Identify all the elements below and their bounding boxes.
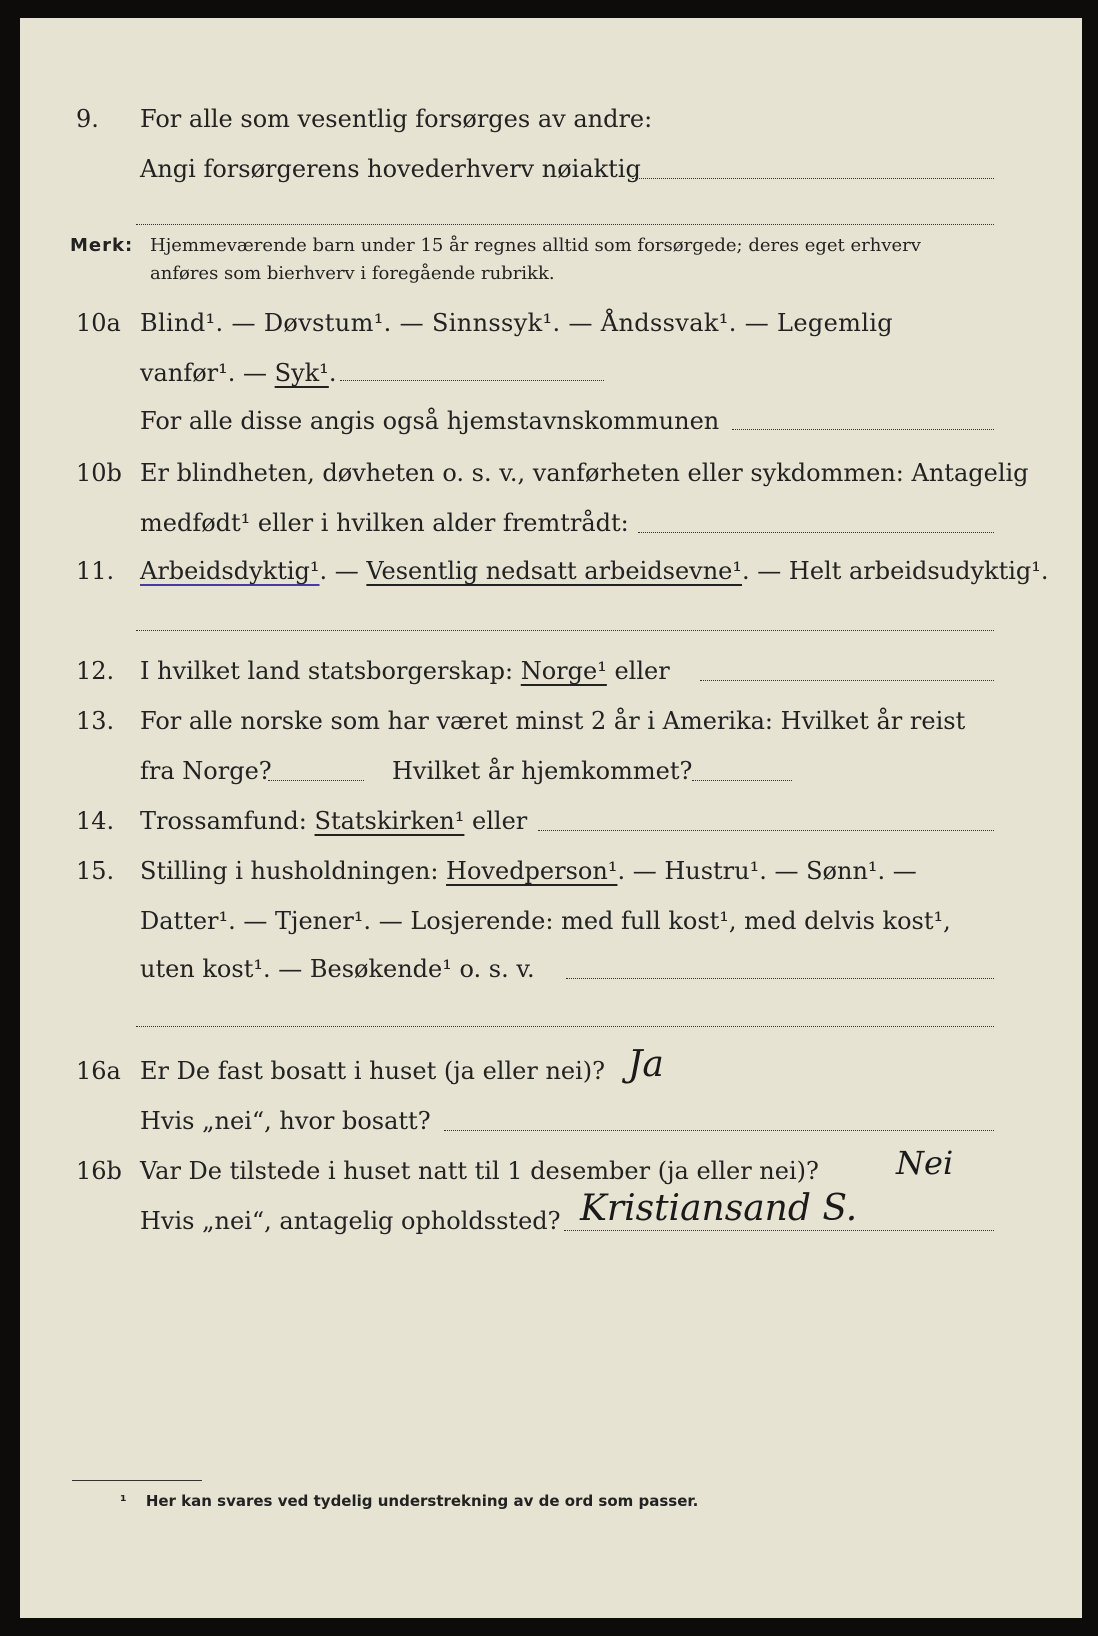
q16b-handwritten-answer-1[interactable]: Nei — [896, 1144, 954, 1182]
footnote-rule — [72, 1480, 202, 1481]
q10a-text-1: Blind¹. — Døvstum¹. — Sinnssyk¹. — Åndssvak¹. — Legemlig — [140, 309, 894, 337]
q12-answer-line[interactable] — [700, 680, 994, 681]
q11-helt: . — Helt arbeidsudyktig¹. — [742, 557, 1049, 585]
merk-note — [70, 232, 921, 260]
q13-hjemkommet-line[interactable] — [692, 780, 792, 781]
q11-answer-line[interactable] — [136, 630, 994, 631]
q10b-text-1: Er blindheten, døvheten o. s. v., vanførheten eller sykdommen: Antagelig — [140, 459, 1029, 487]
q16b-handwritten-answer-2[interactable]: Kristiansand S. — [580, 1188, 858, 1229]
q13-reist-line[interactable] — [268, 780, 364, 781]
footnote — [120, 1492, 698, 1510]
q15-answer-line-2[interactable] — [136, 1026, 994, 1027]
q11-number: 11. — [76, 557, 115, 585]
q14-number: 14. — [76, 807, 115, 835]
q9-answer-line-2[interactable] — [136, 224, 994, 225]
footnote-mark: ¹ — [120, 1492, 127, 1510]
merk-text-1: Hjemmeværende barn under 15 år regnes alltid som forsørgede; deres eget erhverv — [150, 235, 921, 256]
q9-answer-line-1[interactable] — [632, 178, 994, 179]
q13-hjemkommet: Hvilket år hjemkommet? — [392, 757, 693, 785]
q15-text-3: uten kost¹. — Besøkende¹ o. s. v. — [140, 955, 535, 983]
q9-text-2: Angi forsørgerens hovederhverv nøiaktig — [140, 155, 641, 183]
q10a-text-2 — [140, 358, 336, 388]
q15-text-1 — [140, 856, 917, 886]
q14-question: Trossamfund: — [140, 807, 315, 835]
q10a-hjemstavn-line[interactable] — [732, 429, 994, 430]
q16b-number: 16b — [76, 1157, 122, 1185]
q15-hovedperson-underlined: Hovedperson¹ — [446, 857, 618, 885]
census-form-page — [20, 18, 1082, 1618]
q10a-answer-line[interactable] — [340, 380, 604, 381]
q14-eller: eller — [464, 807, 528, 835]
q12-eller: eller — [606, 657, 670, 685]
q15-answer-line-1[interactable] — [566, 978, 994, 979]
q16a-text-2: Hvis „nei“, hvor bosatt? — [140, 1107, 431, 1135]
q14-answer-line[interactable] — [538, 830, 994, 831]
q16a-handwritten-answer[interactable]: Ja — [628, 1044, 664, 1085]
q11-sep: . — — [319, 557, 367, 585]
q10a-number: 10a — [76, 309, 121, 337]
q15-text-2: Datter¹. — Tjener¹. — Losjerende: med full kost¹, med delvis kost¹, — [140, 907, 951, 935]
q16a-number: 16a — [76, 1057, 121, 1085]
q16a-answer-line[interactable] — [444, 1130, 994, 1131]
q12-text — [140, 656, 670, 686]
q10a-dot: . — [328, 359, 337, 387]
q16a-text-1: Er De fast bosatt i huset (ja eller nei)? — [140, 1057, 606, 1085]
q10a-text-3: For alle disse angis også hjemstavnskommunen — [140, 407, 720, 435]
q10b-answer-line[interactable] — [638, 532, 994, 533]
q16b-text-2: Hvis „nei“, antagelig opholdssted? — [140, 1207, 561, 1235]
q10b-text-2: medfødt¹ eller i hvilken alder fremtrådt: — [140, 509, 629, 537]
q15-number: 15. — [76, 857, 115, 885]
q9-text-1: For alle som vesentlig forsørges av andre: — [140, 105, 653, 133]
q13-reist: fra Norge? — [140, 757, 272, 785]
q11-nedsatt: Vesentlig nedsatt arbeidsevne¹ — [366, 557, 742, 585]
q16b-text-1: Var De tilstede i huset natt til 1 desember (ja eller nei)? — [140, 1157, 819, 1185]
merk-text-2: anføres som bierhverv i foregående rubrikk. — [150, 263, 555, 284]
q13-text-1: For alle norske som har været minst 2 år i Amerika: Hvilket år reist — [140, 707, 966, 735]
q14-text — [140, 806, 527, 836]
q16b-answer-line[interactable] — [564, 1230, 994, 1231]
q15-options-1: . — Hustru¹. — Sønn¹. — — [617, 857, 917, 885]
q9-number: 9. — [76, 105, 99, 133]
q11-text — [140, 556, 1049, 586]
q12-norge-underlined: Norge¹ — [520, 657, 607, 685]
footnote-text: Her kan svares ved tydelig understrekning av de ord som passer. — [145, 1492, 699, 1510]
q13-number: 13. — [76, 707, 115, 735]
q10a-syk-underlined: Syk¹ — [274, 359, 329, 387]
q14-statskirken-underlined: Statskirken¹ — [314, 807, 465, 835]
q15-question: Stilling i husholdningen: — [140, 857, 447, 885]
merk-label: Merk: — [70, 235, 134, 256]
q12-number: 12. — [76, 657, 115, 685]
q10a-vanfor: vanfør¹. — — [140, 359, 275, 387]
q11-arbeidsdyktig-underlined: Arbeidsdyktig¹ — [140, 557, 320, 585]
q12-question: I hvilket land statsborgerskap: — [140, 657, 521, 685]
q10b-number: 10b — [76, 459, 122, 487]
